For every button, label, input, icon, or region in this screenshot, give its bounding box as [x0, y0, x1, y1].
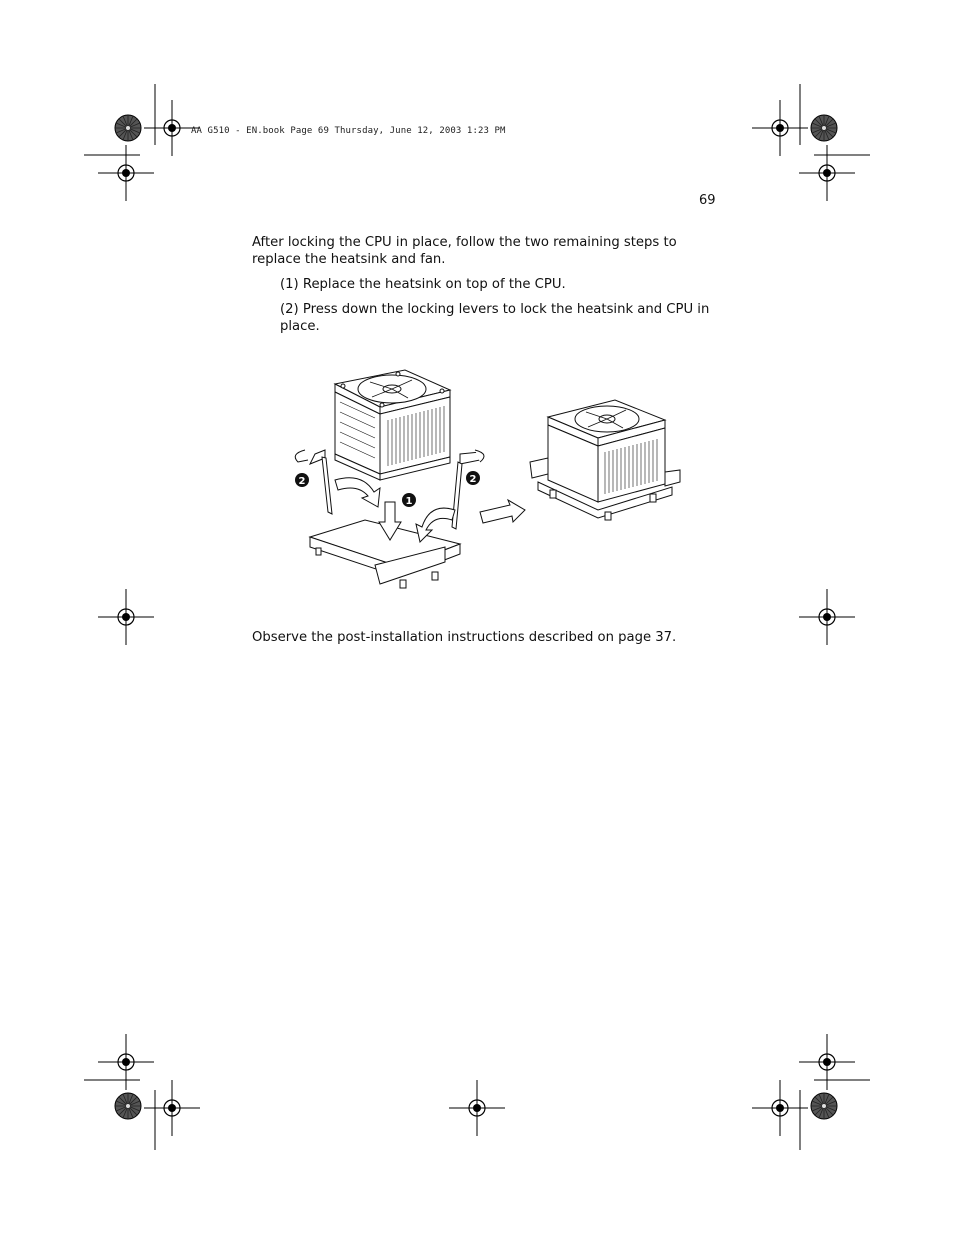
installed-heatsink-icon — [530, 400, 680, 520]
locking-lever-icon — [452, 450, 484, 529]
outro-paragraph: Observe the post-installation instructions described on page 37. — [252, 630, 677, 645]
crosshair-mark — [98, 145, 154, 201]
step-2: (2) Press down the locking levers to lock the heatsink and CPU in place. — [280, 302, 710, 334]
callout-1 — [402, 493, 416, 507]
svg-text:1: 1 — [405, 496, 413, 507]
step-1: (1) Replace the heatsink on top of the CPU. — [280, 277, 566, 292]
sunburst-mark-top-right — [811, 115, 837, 141]
crosshair-mark — [449, 1080, 505, 1136]
callout-2-left — [295, 473, 309, 487]
heatsink-installation-figure — [280, 362, 710, 597]
page-number: 69 — [699, 193, 716, 208]
svg-text:2: 2 — [298, 476, 306, 487]
callout-2-right — [466, 471, 480, 485]
intro-paragraph: After locking the CPU in place, follow the two remaining steps to replace the heatsink and fan. — [252, 235, 677, 267]
crosshair-mark — [98, 1034, 154, 1090]
right-arrow-icon — [480, 500, 525, 523]
sunburst-mark-bottom-right — [811, 1093, 837, 1119]
curved-arrow-icon — [416, 508, 455, 542]
crosshair-mark — [98, 589, 154, 645]
svg-text:2: 2 — [469, 474, 477, 485]
print-header: AA G510 - EN.book Page 69 Thursday, June 12, 2003 1:23 PM — [191, 126, 506, 136]
crosshair-mark — [799, 145, 855, 201]
curved-arrow-icon — [335, 478, 380, 507]
crosshair-mark — [144, 1080, 200, 1136]
sunburst-mark-top-left — [115, 115, 141, 141]
crosshair-mark — [799, 1034, 855, 1090]
sunburst-mark-bottom-left — [115, 1093, 141, 1119]
crosshair-mark — [799, 589, 855, 645]
